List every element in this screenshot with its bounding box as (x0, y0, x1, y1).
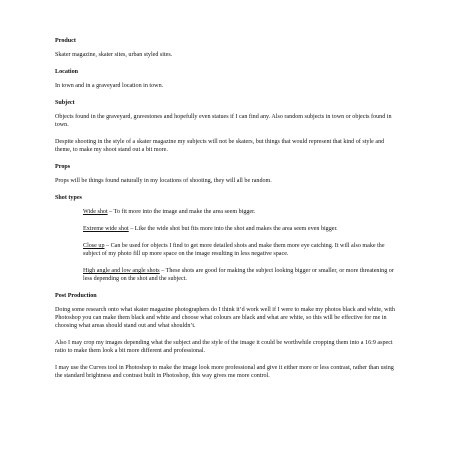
shot-term: Close up (83, 243, 105, 249)
shot-description: – These shots are good for making the subject looking bigger or smaller, or more threatening or less depending on the shot and the subject. (83, 268, 394, 282)
heading-location: Location (55, 69, 79, 75)
heading-product: Product (55, 38, 76, 44)
shot-description: – Can be used for objects I find to get more detailed shots and make them more eye catching. It will also make the subject of my photo fill up more space on the image resulting in less negative space. (83, 243, 385, 257)
heading-subject: Subject (55, 100, 75, 106)
shot-term: Extreme wide shot (83, 226, 129, 232)
document-page (55, 37, 400, 389)
shot-term: High angle and low angle shots (83, 268, 160, 274)
product-text: Skater magazine, skater sites, urban styled sites. (55, 52, 173, 58)
post-production-text-1: Doing some research onto what skater magazine photographers do I think it’d work well if I were to make my photos black and white, with Photoshop you can make them black and white and choose what colours are black and what are white, so this will be effective for me in choosing what areas should stand out and what shouldn’t. (55, 307, 395, 329)
post-production-text-2: Also I may crop my images depending what the subject and the style of the image it could be worthwhile cropping them into a 16:9 aspect ratio to make them look a bit more different and professional. (55, 340, 393, 354)
location-text: In town and in a graveyard location in town. (55, 83, 164, 89)
post-production-text-3: I may use the Curves tool in Photoshop to make the image look more professional and give it either more or less contrast, rather than using the standard brightness and contrast built in Photoshop, this way gives me more control. (55, 365, 394, 379)
heading-shot-types: Shot types (55, 195, 82, 201)
shot-term: Wide shot (83, 209, 108, 215)
heading-post-production: Post Production (55, 293, 97, 299)
shot-type-angle (83, 267, 400, 283)
shot-description: – Like the wide shot but fits more into the shot and makes the area seem even bigger. (128, 226, 338, 232)
shot-type-wide (83, 208, 400, 216)
shot-description: – To fit more into the image and make the area seem bigger. (107, 209, 256, 215)
shot-type-close-up (83, 242, 400, 258)
props-text: Props will be things found naturally in my locations of shooting, they will all be random. (55, 178, 272, 184)
shot-type-extreme-wide (83, 225, 400, 233)
heading-props: Props (55, 164, 71, 170)
subject-text-2: Despite shooting in the style of a skater magazine my subjects will not be skaters, but things that would represent that kind of style and theme, to make my shoot stand out a bit more. (55, 139, 385, 153)
subject-text-1: Objects found in the graveyard, gravestones and hopefully even statues if I can find any. Also random subjects in town or objects found in town. (55, 114, 392, 128)
